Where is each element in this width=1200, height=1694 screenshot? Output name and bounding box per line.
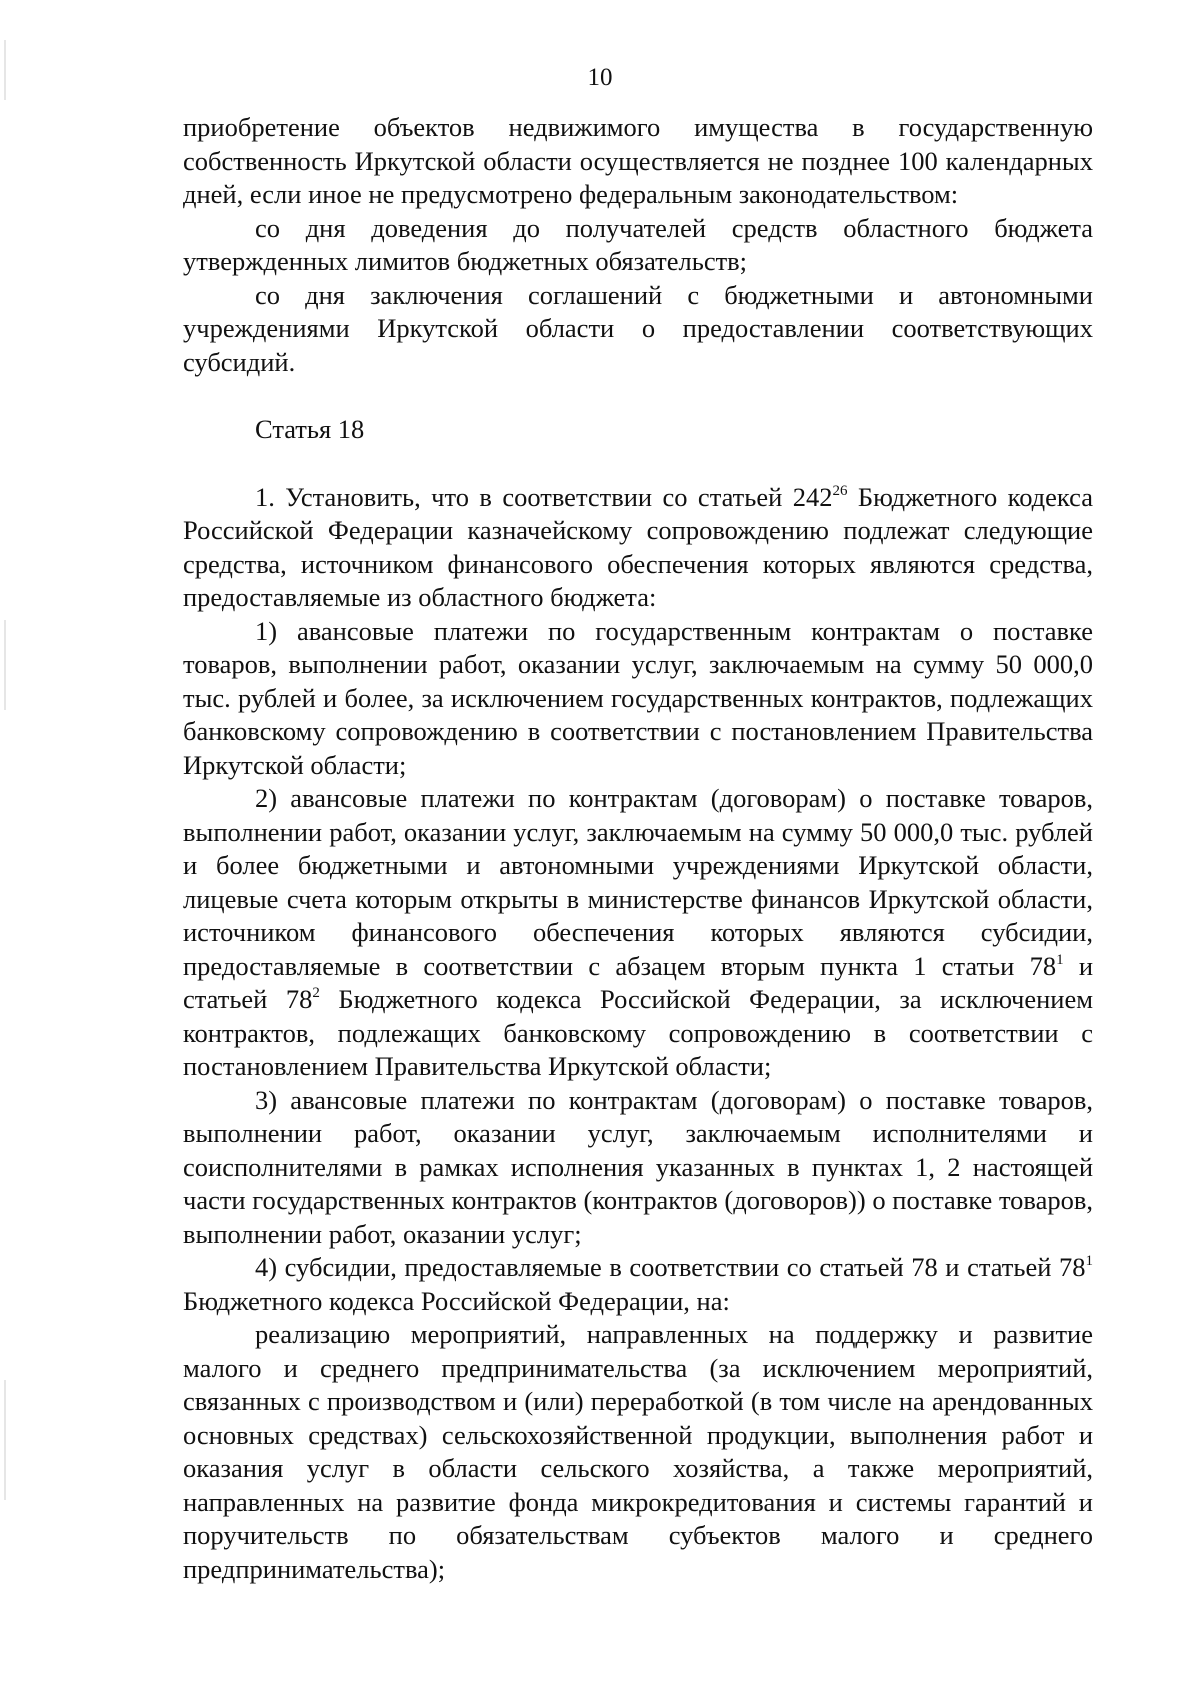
- text-run: Бюджетного кодекса Российской Федерации, на:: [183, 1285, 730, 1316]
- text-run: 4) субсидии, предоставляемые в соответствии со статьей 78 и статьей 78: [255, 1252, 1086, 1282]
- list-item: со дня доведения до получателей средств областного бюджета утвержденных лимитов бюджетных обязательств;: [183, 212, 1093, 276]
- superscript: 1: [1085, 1253, 1093, 1269]
- list-item-4: [183, 1251, 1093, 1318]
- article-paragraph-1: [183, 481, 1093, 615]
- list-item-1: 1) авансовые платежи по государственным контрактам о поставке товаров, выполнении работ, оказании услуг, заключаемым на сумму 50 000,0 тыс. рублей и более, за исключением государственных контрактов, подлежащих банковскому сопровождению в соответствии с постановлением Правительства Иркутской области;: [183, 615, 1093, 780]
- superscript: 26: [832, 482, 848, 499]
- scan-edge-mark: [4, 620, 6, 710]
- list-item-2: [183, 782, 1093, 1084]
- continuation-paragraph: приобретение объектов недвижимого имущества в государственную собственность Иркутской области осуществляется не позднее 100 календарных дней, если иное не предусмотрено федеральным законодательством:: [183, 112, 1093, 209]
- list-item-3: 3) авансовые платежи по контрактам (договорам) о поставке товаров, выполнении работ, оказании услуг, заключаемым исполнителями и соисполнителями в рамках исполнения указанных в пунктах 1, 2 настоящей части государственных контрактов (контрактов (договоров)) о поставке товаров, выполнении работ, оказании услуг;: [183, 1084, 1093, 1249]
- page-number: 10: [587, 64, 613, 91]
- document-body: [183, 111, 1093, 1586]
- text-run: Бюджетного кодекса Российской Федерации, за исключением контрактов, подлежащих банковскому сопровождению в соответствии с постановлением Правительства Иркутской области;: [183, 984, 1093, 1081]
- article-heading: Статья 18: [255, 414, 365, 444]
- text-run: и статьей 78: [183, 950, 1094, 1014]
- text-run: Бюджетного кодекса Российской Федерации казначейскому сопровождению подлежат следующие средства, источником финансового обеспечения которых являются средства, предоставляемые из областного бюджета:: [183, 481, 1093, 612]
- text-run: 2) авансовые платежи по контрактам (договорам) о поставке товаров, выполнении работ, оказании услуг, заключаемым на сумму 50 000,0 тыс. рублей и более бюджетными и автономными учреждениями Иркутской области, лицевые счета которым открыты в министерстве финансов Иркутской области, источником финансового обеспечения которых являются субсидии, предоставляемые в соответствии с абзацем вторым пункта 1 статьи 78: [183, 783, 1093, 981]
- text-run: 1. Установить, что в соответствии со статьей 242: [255, 481, 833, 512]
- superscript: 1: [1056, 951, 1064, 968]
- list-item: со дня заключения соглашений с бюджетными и автономными учреждениями Иркутской области о предоставлении соответствующих субсидий.: [183, 279, 1093, 377]
- scan-edge-mark: [4, 1380, 6, 1500]
- sub-item: реализацию мероприятий, направленных на поддержку и развитие малого и среднего предпринимательства (за исключением мероприятий, связанных с производством и (или) переработкой (в том числе на арендованных основных средствах) сельскохозяйственной продукции, выполнения работ и оказания услуг в области сельского хозяйства, а также мероприятий, направленных на развитие фонда микрокредитования и системы гарантий и поручительств по обязательствам субъектов малого и среднего предпринимательства);: [183, 1319, 1093, 1584]
- superscript: 2: [312, 985, 320, 1001]
